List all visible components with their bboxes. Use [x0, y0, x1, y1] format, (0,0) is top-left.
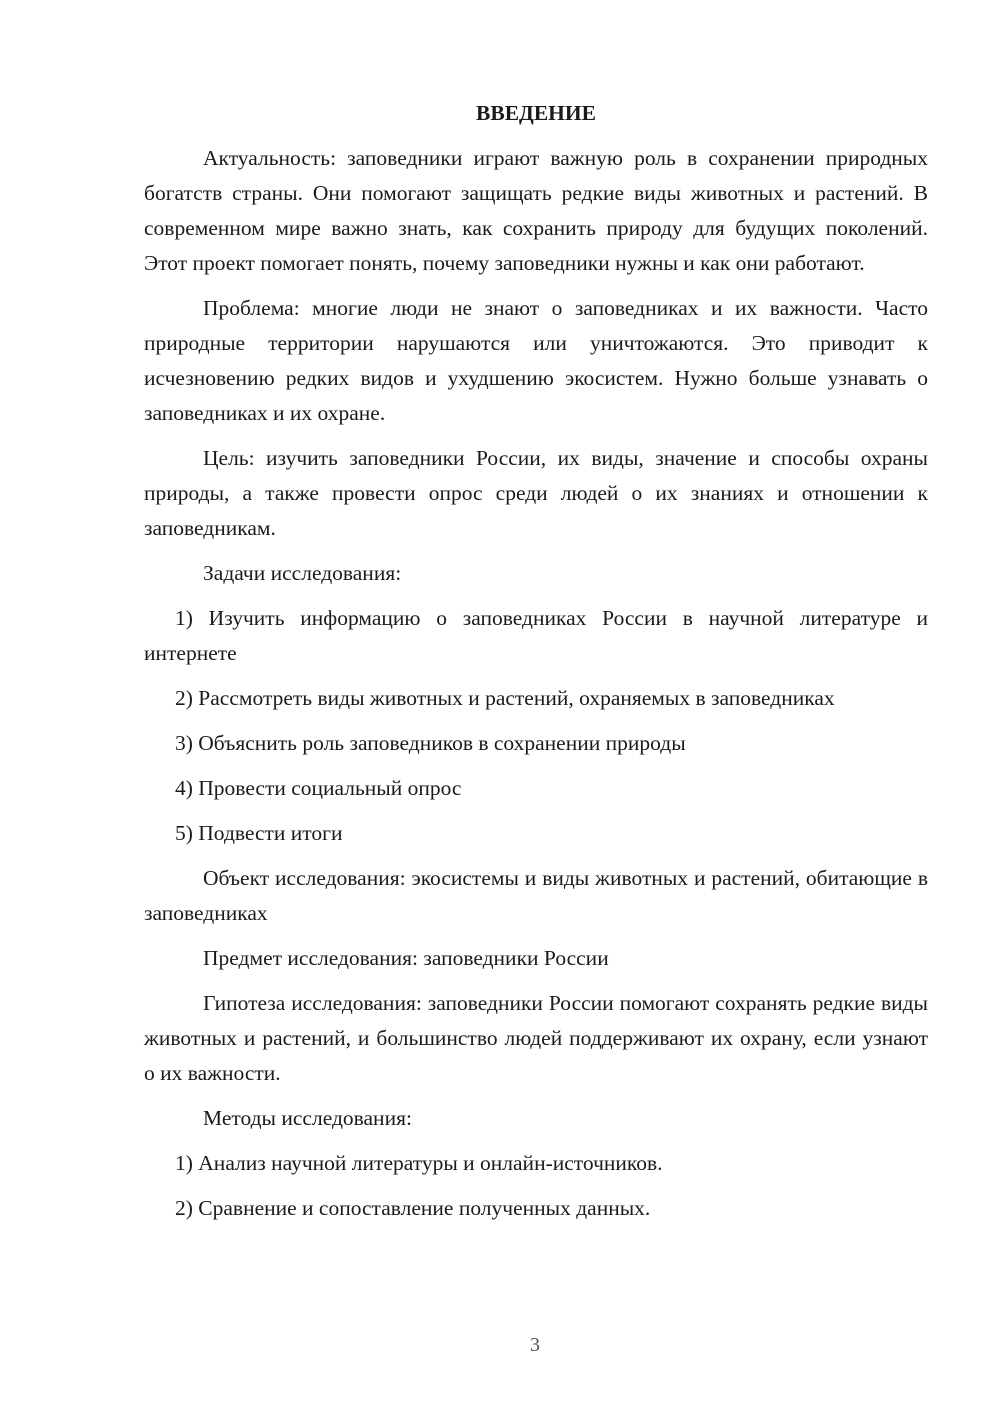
methods-heading: Методы исследования:: [203, 1106, 412, 1130]
page-title: ВВЕДЕНИЕ: [476, 101, 596, 125]
task-item: 5) Подвести итоги: [175, 821, 343, 845]
page-number: 3: [530, 1334, 540, 1356]
task-item: 2) Рассмотреть виды животных и растений, охраняемых в заповедниках: [175, 686, 835, 710]
goal-paragraph: Цель: изучить заповедники России, их виды, значение и способы охраны природы, а также провести опрос среди людей о их знаниях и отношении к заповедникам.: [144, 446, 928, 540]
subject-paragraph: Предмет исследования: заповедники России: [203, 946, 609, 970]
task-item: 3) Объяснить роль заповедников в сохранении природы: [175, 731, 686, 755]
tasks-heading: Задачи исследования:: [203, 561, 402, 585]
method-item: 1) Анализ научной литературы и онлайн-источников.: [175, 1151, 663, 1175]
document-page: [144, 96, 928, 1236]
method-item: 2) Сравнение и сопоставление полученных данных.: [175, 1196, 651, 1220]
relevance-paragraph: Актуальность: заповедники играют важную роль в сохранении природных богатств страны. Они помогают защищать редкие виды животных и растений. В современном мире важно знать, как сохранить природу для будущих поколений. Этот проект помогает понять, почему заповедники нужны и как они работают.: [144, 146, 928, 275]
problem-paragraph: Проблема: многие люди не знают о заповедниках и их важности. Часто природные территории нарушаются или уничтожаются. Это приводит к исчезновению редких видов и ухудшению экосистем. Нужно больше узнавать о заповедниках и их охране.: [144, 296, 928, 425]
object-paragraph: Объект исследования: экосистемы и виды животных и растений, обитающие в заповедниках: [144, 866, 928, 925]
task-item: 4) Провести социальный опрос: [175, 776, 462, 800]
task-item: 1) Изучить информацию о заповедниках России в научной литературе и интернете: [144, 606, 928, 665]
hypothesis-paragraph: Гипотеза исследования: заповедники России помогают сохранять редкие виды животных и растений, и большинство людей поддерживают их охрану, если узнают о их важности.: [144, 991, 928, 1085]
